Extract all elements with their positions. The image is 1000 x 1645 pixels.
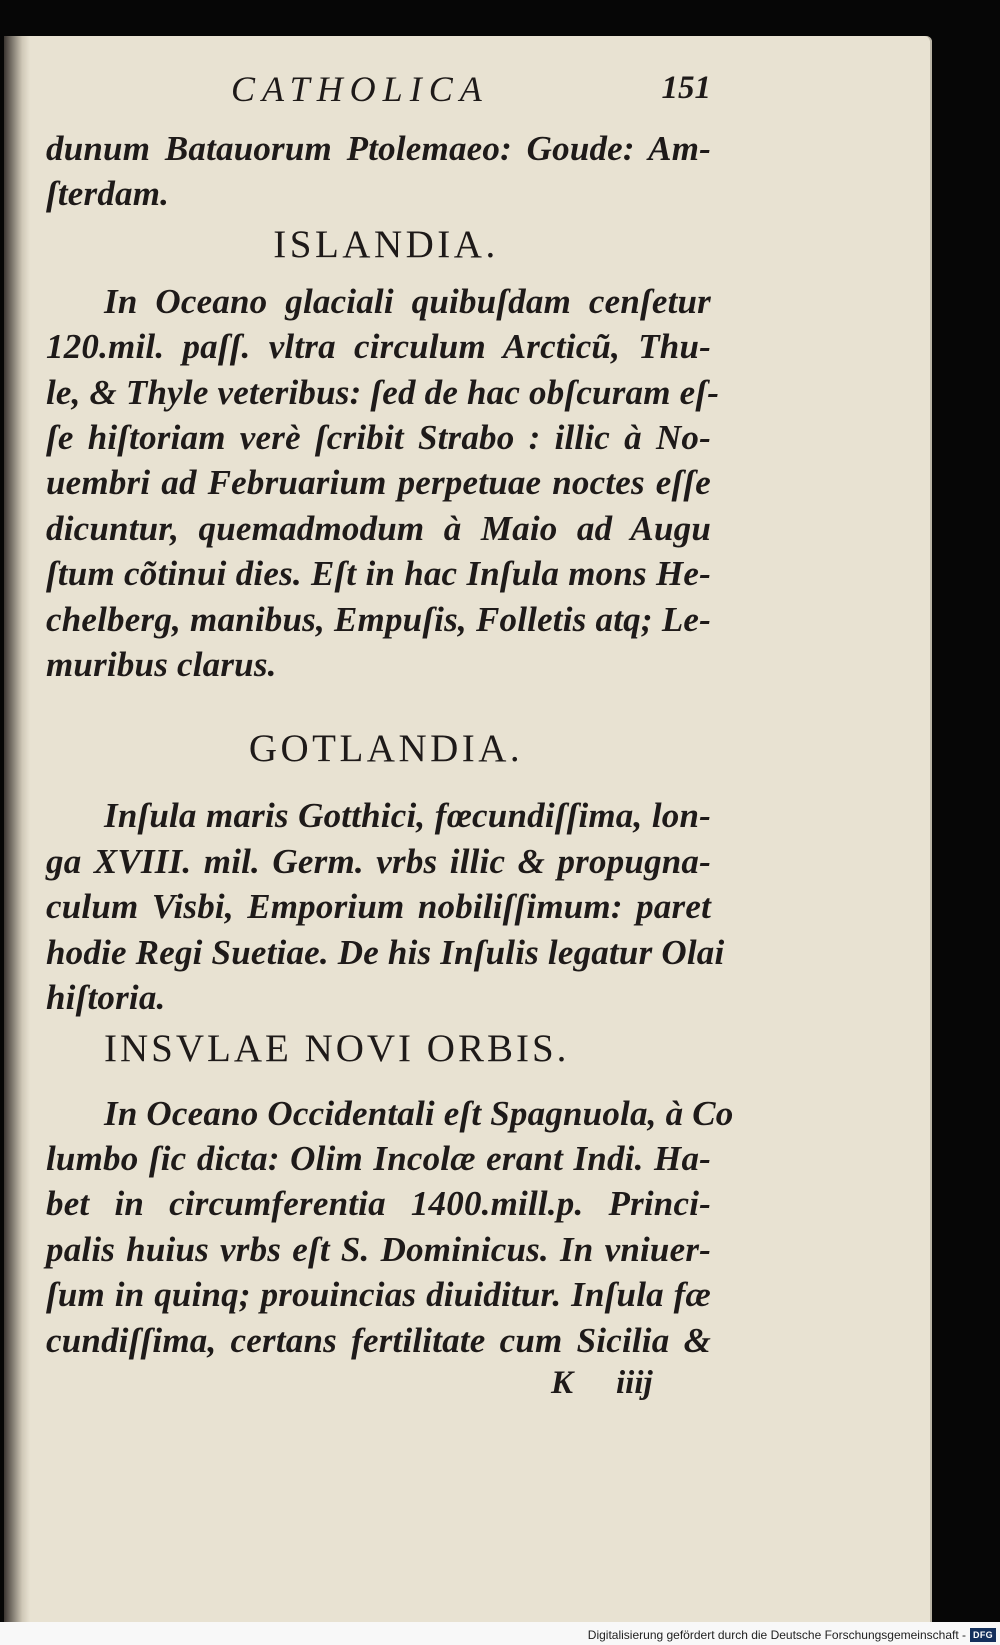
paragraph-gotlandia xyxy=(46,793,725,1020)
signature-number: iiij xyxy=(616,1364,653,1401)
text-line: culum Visbi, Emporium nobiliſſimum: paret xyxy=(46,887,711,927)
signature-mark xyxy=(46,1363,711,1407)
text-line: In Oceano Occidentali eſt Spagnuola, à Co xyxy=(104,1093,734,1133)
page-gutter-shadow xyxy=(4,36,30,1622)
footer-bar xyxy=(0,1622,1000,1645)
text-line: 120.mil. paſſ. vltra circulum Arcticũ, Thu- xyxy=(46,327,711,367)
text-line: lumbo ſic dicta: Olim Incolæ erant Indi. Ha- xyxy=(46,1138,711,1178)
text-line: cundiſſima, certans fertilitate cum Sicilia & xyxy=(46,1320,711,1360)
paragraph-insulae-novi-orbis xyxy=(46,1091,734,1363)
text-line: Inſula maris Gotthici, fœcundiſſima, lon- xyxy=(104,796,711,836)
page-number: 151 xyxy=(661,70,711,106)
text-line: palis huius vrbs eſt S. Dominicus. In vniuer- xyxy=(46,1229,711,1269)
text-line: muribus clarus. xyxy=(46,645,277,685)
text-line: le, & Thyle veteribus: ſed de hac obſcuram eſ- xyxy=(46,372,720,412)
section-heading-insulae-novi-orbis: INSVLAE NOVI ORBIS. xyxy=(104,1026,570,1070)
text-line: ga XVIII. mil. Germ. vrbs illic & propugna- xyxy=(46,841,711,881)
text-line: ſtum cõtinui dies. Eſt in hac Inſula mons He- xyxy=(46,554,711,594)
text-line: dicuntur, quemadmodum à Maio ad Augu xyxy=(46,508,711,548)
text-line: chelberg, manibus, Empuſis, Folletis atq; Le- xyxy=(46,599,711,639)
dfg-logo: DFG xyxy=(970,1628,996,1642)
text-line: In Oceano glaciali quibuſdam cenſetur xyxy=(104,281,711,321)
book-page xyxy=(4,36,932,1622)
running-head xyxy=(46,68,711,126)
text-line: hodie Regi Suetiae. De his Inſulis legatur Olai xyxy=(46,932,725,972)
section-heading-gotlandia: GOTLANDIA. xyxy=(248,727,524,771)
text-line: hiſtoria. xyxy=(46,978,166,1018)
paragraph-islandia xyxy=(46,279,720,688)
footer-credit: Digitalisierung gefördert durch die Deutsche Forschungsgemeinschaft - xyxy=(587,1628,966,1642)
text-line: uembri ad Februarium perpetuae noctes eſſe xyxy=(46,463,711,503)
text-line: ſterdam. xyxy=(46,174,170,214)
text-line: ſum in quinq; prouincias diuiditur. Inſula fæ xyxy=(46,1275,711,1315)
section-heading-islandia: ISLANDIA. xyxy=(273,222,499,266)
running-title: CATHOLICA xyxy=(231,69,489,109)
text-line: bet in circumferentia 1400.mill.p. Princi- xyxy=(46,1184,711,1224)
text-line: ſe hiſtoriam verè ſcribit Strabo : illic à No- xyxy=(46,418,711,458)
signature-letter: K xyxy=(551,1364,574,1401)
carryover-paragraph xyxy=(46,126,711,217)
text-block xyxy=(46,68,734,1407)
text-line: dunum Batauorum Ptolemaeo: Goude: Am- xyxy=(46,129,711,168)
